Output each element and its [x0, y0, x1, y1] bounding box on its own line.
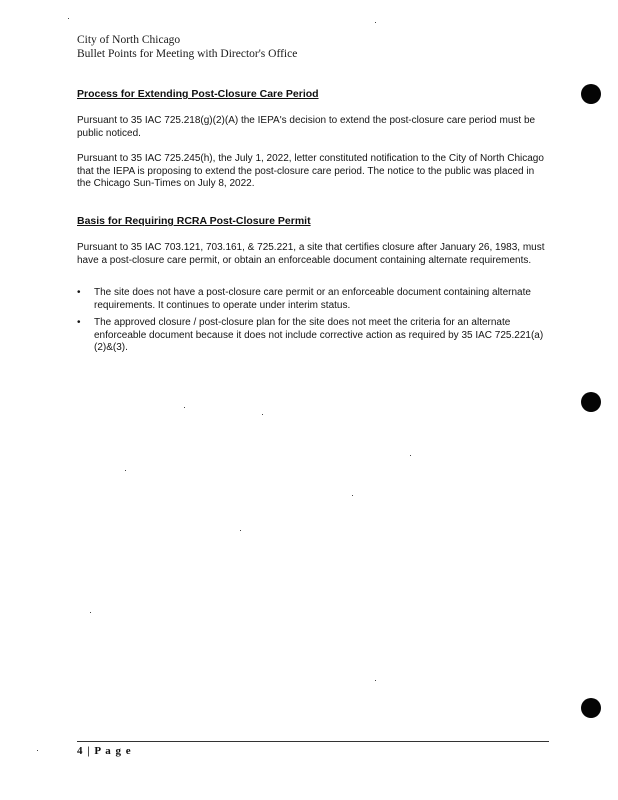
scan-speck [410, 455, 411, 456]
paragraph-notification: Pursuant to 35 IAC 725.245(h), the July 1, 2022, letter constituted notification to the City of North Chicago that the IEPA is proposing to extend the post-closure care period. The notice to the public was placed in the Chicago Sun-Times on July 8, 2022. [77, 153, 544, 190]
scan-speck [262, 414, 263, 415]
list-item [77, 287, 547, 312]
section-title-rcra-permit-basis: Basis for Requiring RCRA Post-Closure Permit [77, 215, 311, 227]
scan-speck [184, 407, 185, 408]
page-number: 4 | P a g e [77, 745, 132, 757]
document-header [77, 34, 297, 61]
bullet-icon: • [77, 287, 81, 298]
header-line-organization: City of North Chicago [77, 34, 181, 46]
bullet-icon: • [77, 317, 81, 329]
bullet-list [77, 287, 547, 360]
scan-speck [240, 530, 241, 531]
punch-hole-top [581, 84, 601, 104]
scan-speck [125, 470, 126, 471]
scan-speck [352, 495, 353, 496]
header-line-subject: Bullet Points for Meeting with Director's Office [77, 47, 298, 60]
scan-speck [37, 750, 38, 751]
paragraph-public-notice: Pursuant to 35 IAC 725.218(g)(2)(A) the IEPA's decision to extend the post-closure care period must be public noticed. [77, 115, 536, 139]
scan-speck [90, 612, 91, 613]
footer-rule [77, 741, 549, 742]
scan-speck [375, 680, 376, 681]
punch-hole-middle [581, 392, 601, 412]
list-item-text: The approved closure / post-closure plan for the site does not meet the criteria for an alternate enforceable document because it does not include corrective action as required by 35 IAC 725.221(a)(2)&(3). [94, 317, 544, 354]
section-title-extending-post-closure: Process for Extending Post-Closure Care Period [77, 88, 319, 100]
scan-speck [375, 22, 376, 23]
punch-hole-bottom [581, 698, 601, 718]
list-item-text: The site does not have a post-closure care permit or an enforceable document containing alternate requirements. It continues to operate under interim status. [94, 287, 531, 311]
paragraph-permit-requirement: Pursuant to 35 IAC 703.121, 703.161, & 725.221, a site that certifies closure after January 26, 1983, must have a post-closure care permit, or obtain an enforceable document containing alternate requirements. [77, 242, 545, 266]
scan-speck [68, 18, 69, 19]
list-item [77, 317, 547, 355]
